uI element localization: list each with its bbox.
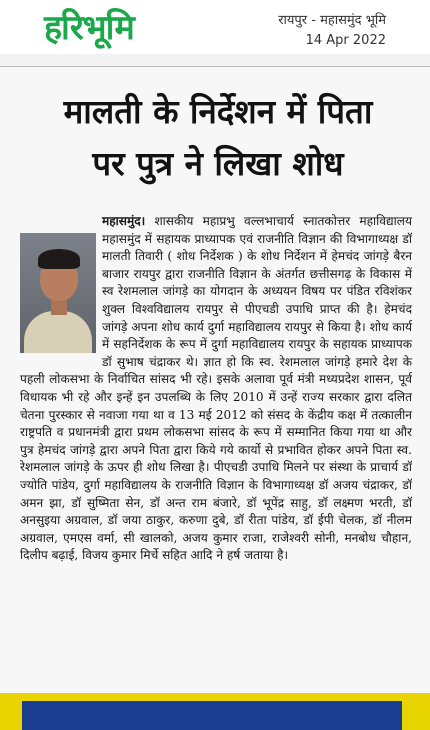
photo-hair bbox=[38, 249, 80, 269]
bottom-advertisement-edge bbox=[0, 693, 430, 730]
adjacent-column-edge bbox=[0, 213, 8, 683]
previous-article-edge bbox=[0, 54, 430, 67]
photo-shirt bbox=[24, 311, 92, 353]
banner-blue-band bbox=[22, 701, 402, 730]
publication-date: 14 Apr 2022 bbox=[305, 33, 386, 48]
masthead bbox=[0, 0, 430, 54]
portrait-photo bbox=[20, 233, 96, 353]
headline-line-2: पर पुत्र ने लिखा शोध bbox=[92, 144, 344, 183]
headline-line-1: मालती के निर्देशन में पिता bbox=[63, 92, 373, 131]
logo-text: हरिभूमि bbox=[44, 8, 134, 48]
article-body bbox=[20, 213, 412, 565]
newspaper-logo bbox=[44, 8, 134, 48]
edition-label: रायपुर - महासमुंद भूमि bbox=[278, 13, 386, 28]
article-text: शासकीय महाप्रभु वल्लभाचार्य स्नातकोत्तर महाविद्यालय महासमुंद में सहायक प्राध्यापक एवं राजनीति विज्ञान की विभागाध्यक्ष डॉ मालती तिवारी ( शोध निर्देशक ) के शोध निर्देशन में हेमचंद जांगड़े बैरन बाजार रायपुर द्वारा राजनीति विज्ञान के अंतर्गत छत्तीसगढ़ के विकास में स्व रेशमलाल जांगड़े का योगदान के अध्ययन विषय पर पंडित रविशंकर शुक्ल विश्वविद्यालय रायपुर से पीएचडी उपाधि प्राप्त की है। हेमचंद जांगड़े अपना शोध कार्य दुर्गा महाविद्यालय रायपुर से किया है। शोध कार्य में सहनिर्देशक के रूप में दुर्गा महाविद्यालय रायपुर के सहायक प्राध्यापक डॉ सुभाष चंद्राकर थे। ज्ञात हो कि स्व. रेशमलाल जांगड़े हमारे देश के पहली लोकसभा के निर्वाचित सांसद भी रहे। इसके अलावा पूर्व मंत्री मध्यप्रदेश शासन, पूर्व विधायक भी रहे और इन्हें इन उपलब्धि के लिए 2010 में उन्हें राज्य सरकार द्वारा दलित चेतना पुरस्कार से नवाजा गया था व 13 मई 2012 को संसद के केंद्रीय कक्ष में तत्कालीन राष्ट्रपति व प्रधानमंत्री द्वारा प्रथम लोकसभा सांसद के रूप में सम्मानित किया गया था और पुत्र हेमचंद जांगड़े द्वारा अपने पिता द्वारा किये गये कार्यो से प्रभावित होकर अपने पिता स्व. रेशमलाल जांगड़े के ऊपर ही शोध लिखा है। पीएचडी उपाधि मिलने पर संस्था के प्राचार्य डॉ ज्योति पांडेय, दुर्गा महाविद्यालय के राजनीति विज्ञान के विभागाध्यक्ष डॉ अजय चंद्राकर, डॉ अमन झा, डॉ सुष्मिता सेन, डॉ अन्त राम बंजारे, डॉ भूपेंद्र साहु, डॉ लक्ष्मण भरती, डॉ अनसुइया अग्रवाल, डॉ जया ठाकुर, करुणा दुबे, डॉ रीता पांडेय, डॉ ईपी चेलक, डॉ नीलम अग्रवाल, एमएस वर्मा, सी खालको, अजय कुमार राजा, राजेश्वरी सोनी, मनबोध चौहान, दिलीप बढ़ाई, विजय कुमार मिर्चे सहित आदि ने हर्ष जताया है। bbox=[20, 214, 412, 563]
article-dateline: महासमुंद। bbox=[102, 214, 146, 228]
headline bbox=[16, 86, 420, 190]
